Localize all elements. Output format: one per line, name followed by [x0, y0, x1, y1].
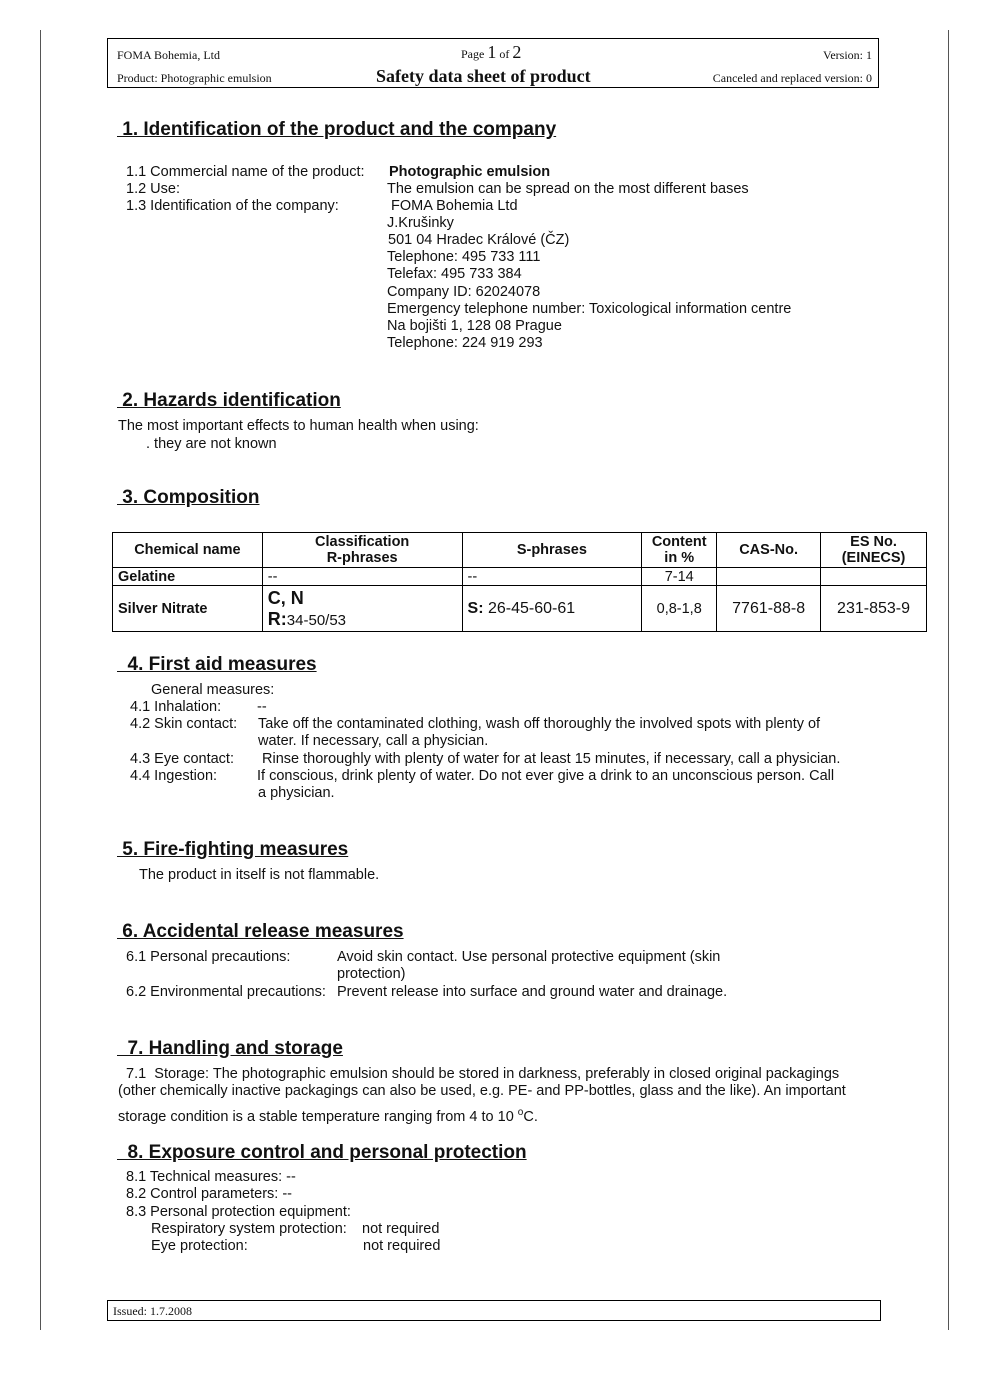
- cell-es: 231-853-9: [821, 586, 927, 632]
- section-2-heading: 2. Hazards identification: [117, 390, 341, 411]
- r-phrases: R:34-50/53: [267, 608, 347, 629]
- s4-value-2b: water. If necessary, call a physician.: [258, 733, 489, 749]
- right-margin-line: [948, 30, 949, 1330]
- cell-classification: [262, 586, 462, 632]
- column-header: Classification R-phrases: [262, 533, 462, 568]
- cell-content: 0,8-1,8: [642, 586, 717, 632]
- issued-date: Issued: 1.7.2008: [113, 1304, 192, 1318]
- s6-value-2: Prevent release into surface and ground water and drainage.: [337, 984, 728, 1000]
- section-8-heading: 8. Exposure control and personal protection: [117, 1142, 527, 1163]
- company-line: Telephone: 224 919 293: [387, 335, 543, 351]
- s8-line-2: 8.2 Control parameters: --: [126, 1186, 293, 1202]
- column-header: ES No. (EINECS): [821, 533, 927, 568]
- company-line: Telefax: 495 733 384: [387, 266, 522, 282]
- s2-item: . they are not known: [146, 436, 277, 452]
- s7-line-2: (other chemically inactive packagings can also be used, e.g. PE- and PP-bottles, glass and the like). An important: [118, 1083, 846, 1099]
- company-line: Na bojišti 1, 128 08 Prague: [387, 318, 562, 334]
- page-indicator: Page 1 of 2: [461, 42, 522, 62]
- s6-label-1: 6.1 Personal precautions:: [126, 949, 291, 965]
- cell-chemical-name: Gelatine: [113, 568, 263, 586]
- column-header: S-phrases: [462, 533, 642, 568]
- header-product: Product: Photographic emulsion: [117, 71, 272, 85]
- cell-cas: 7761-88-8: [717, 586, 821, 632]
- section-3-heading: 3. Composition: [117, 487, 260, 508]
- cell-s-phrases: --: [462, 568, 642, 586]
- s1-label-3: 1.3 Identification of the company:: [126, 198, 339, 214]
- table-header-row: [113, 533, 927, 568]
- s5-text: The product in itself is not flammable.: [139, 867, 380, 883]
- header-version: Version: 1: [823, 48, 872, 62]
- header-replaced-version: Canceled and replaced version: 0: [712, 71, 872, 85]
- section-6-heading: 6. Accidental release measures: [117, 921, 404, 942]
- cell-es: [821, 568, 927, 586]
- s4-label-1: 4.1 Inhalation:: [130, 699, 222, 715]
- resp-label: Respiratory system protection:: [151, 1221, 347, 1237]
- cell-classification: --: [262, 568, 462, 586]
- header-company: FOMA Bohemia, Ltd: [117, 48, 221, 62]
- classification-symbols: C, N: [267, 587, 304, 608]
- s4-value-4b: a physician.: [258, 785, 335, 801]
- company-line: FOMA Bohemia Ltd: [391, 198, 518, 214]
- s6-value-1b: protection): [337, 966, 406, 982]
- section-5-heading: 5. Fire-fighting measures: [117, 839, 349, 860]
- company-line: J.Krušinky: [387, 215, 454, 231]
- s1-value-2: The emulsion can be spread on the most different bases: [387, 181, 749, 197]
- s4-value-1: --: [257, 699, 267, 715]
- cell-content: 7-14: [642, 568, 717, 586]
- s4-label-4: 4.4 Ingestion:: [130, 768, 218, 784]
- s6-label-2: 6.2 Environmental precautions:: [126, 984, 326, 1000]
- s1-label-2: 1.2 Use:: [126, 181, 180, 197]
- s4-label-2: 4.2 Skin contact:: [130, 716, 238, 732]
- s2-text: The most important effects to human health when using:: [118, 418, 479, 434]
- company-line: Company ID: 62024078: [387, 284, 541, 300]
- s4-general: General measures:: [151, 682, 275, 698]
- s1-value-1: Photographic emulsion: [389, 164, 551, 180]
- s7-line-1: 7.1 Storage: The photographic emulsion should be stored in darkness, preferably in closed original packagings: [118, 1066, 840, 1082]
- company-line: 501 04 Hradec Králové (ČZ): [388, 232, 570, 248]
- cell-s-phrases: S: 26-45-60-61: [462, 586, 642, 632]
- section-4-heading: 4. First aid measures: [117, 654, 317, 675]
- s8-line-3: 8.3 Personal protection equipment:: [126, 1204, 351, 1220]
- left-margin-line: [40, 30, 41, 1330]
- resp-value: not required: [362, 1221, 440, 1237]
- s4-value-3: Rinse thoroughly with plenty of water for at least 15 minutes, if necessary, call a physician.: [262, 751, 841, 767]
- cell-cas: [717, 568, 821, 586]
- s6-value-1a: Avoid skin contact. Use personal protective equipment (skin: [337, 949, 721, 965]
- s7-line-3: storage condition is a stable temperature ranging from 4 to 10 $^o$C.: [118, 1107, 538, 1125]
- company-line: Emergency telephone number: Toxicological information centre: [387, 301, 792, 317]
- s4-value-4a: If conscious, drink plenty of water. Do not ever give a drink to an unconscious person. Call: [257, 768, 835, 784]
- composition-table: [112, 532, 927, 632]
- eye-label: Eye protection:: [151, 1238, 248, 1254]
- eye-value: not required: [363, 1238, 441, 1254]
- column-header: CAS-No.: [717, 533, 821, 568]
- s8-line-1: 8.1 Technical measures: --: [126, 1169, 296, 1185]
- section-1-heading: 1. Identification of the product and the company: [117, 119, 557, 140]
- section-7-heading: 7. Handling and storage: [117, 1038, 343, 1059]
- s1-label-1: 1.1 Commercial name of the product:: [126, 164, 365, 180]
- s4-value-2a: Take off the contaminated clothing, wash off thoroughly the involved spots with plenty of: [258, 716, 821, 732]
- company-line: Telephone: 495 733 111: [387, 249, 541, 265]
- table-row: [113, 586, 927, 632]
- s4-label-3: 4.3 Eye contact:: [130, 751, 234, 767]
- column-header: Chemical name: [113, 533, 263, 568]
- cell-chemical-name: Silver Nitrate: [113, 586, 263, 632]
- footer-box: [107, 1300, 881, 1321]
- document-title: Safety data sheet of product: [376, 66, 591, 86]
- column-header: Content in %: [642, 533, 717, 568]
- table-row: [113, 568, 927, 586]
